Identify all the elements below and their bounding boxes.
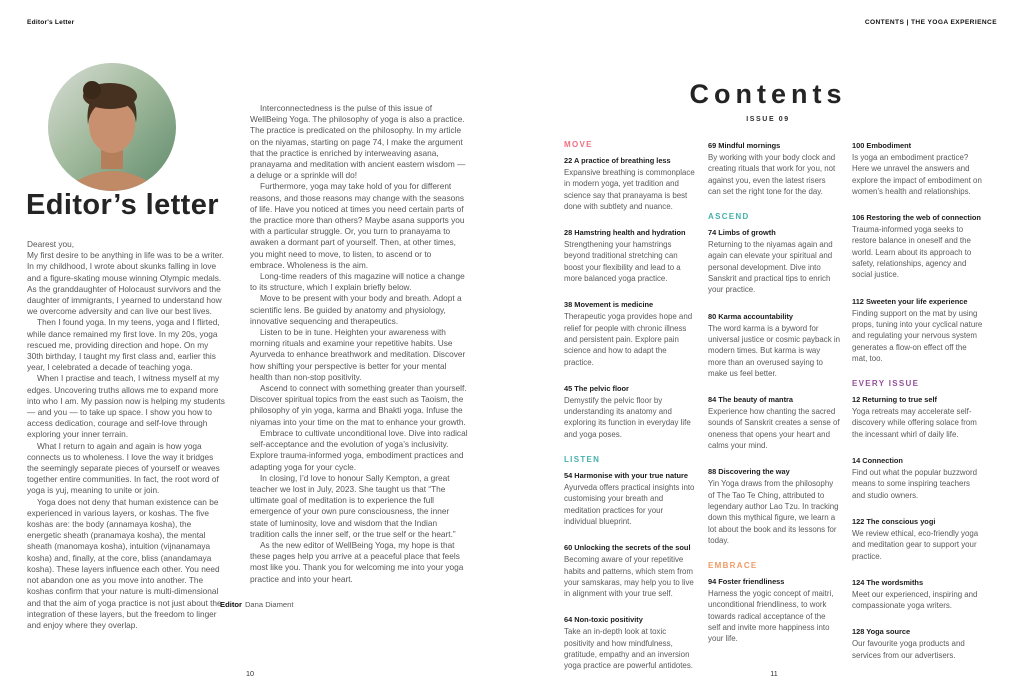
entry-title-text: Discovering the way [718,467,790,477]
section-heading: MOVE [564,140,593,149]
entry-page-number: 94 [708,577,719,587]
contents-column-2 [708,140,840,687]
letter-column-1 [27,239,225,631]
entry-title-text: Foster friendliness [718,577,785,587]
entry-description: Our favourite yoga products and services from our advertisers. [852,639,965,660]
entry-title-text: Limbs of growth [718,228,776,238]
contents-entry [708,227,840,295]
contents-entry [852,212,984,280]
contents-entry [564,470,696,527]
entry-page-number: 106 [852,213,867,223]
letter-paragraph: As the new editor of WellBeing Yoga, my hope is that these pages help you arrive at a peaceful place that feels most like you. Thank you for welcoming me into your yoga practice and into your heart. [250,539,464,584]
entry-title-text: Sweeten your life experience [865,296,968,306]
entry-title [564,542,696,553]
editor-portrait-photo [48,63,176,191]
entry-title-text: Yoga source [866,627,911,637]
letter-paragraph: Embrace to cultivate unconditional love. Dive into radical self-acceptance and the evolution of yoga’s inclusivity. Explore trauma-informed yoga, embodiment practices and adapting yoga for your cycle. [250,427,468,472]
contents-entry [708,140,840,197]
letter-paragraph: Interconnectedness is the pulse of this issue of WellBeing Yoga. The philosophy of yoga is also a practice. The practice is predicated on the philosophy. In my article on the niyamas, starting on page 74, I make the argument that the practice is enriched by interweaving asana, pranayama and meditation with ancient eastern wisdom — a deluge or a sprinkle will do! [250,103,466,181]
contents-entry [852,516,984,562]
contents-entry [852,296,984,364]
entry-page-number: 80 [708,311,719,321]
entry-title-text: Unlocking the secrets of the soul [574,543,691,553]
entry-title-text: Karma accountability [718,311,794,321]
entry-page-number: 88 [708,467,719,477]
entry-title [564,383,696,394]
contents-column-1 [564,140,696,687]
entry-page-number: 60 [564,543,575,553]
entry-title [852,394,984,405]
contents-entry [564,227,696,284]
page-title: Editor’s letter [26,189,219,221]
entry-description: Find out what the popular buzzword means to some inspiring teachers and studio owners. [852,468,978,500]
editors-letter-corner-label: Editor's Letter [27,19,75,26]
letter-paragraph: What I return to again and again is how yoga connects us to wholeness. I love the way it bridges the seemingly separate pieces of yourself or weaves together entire communities. In fact, the root word of yoga is yuj, meaning to unite or join. [27,440,220,496]
entry-title [708,140,840,151]
letter-paragraph: Move to be present with your body and breath. Adopt a scientific lens. Be guided by anatomy and physiology, innovative sequencing and therapeutics. [250,293,462,326]
entry-title-text: The wordsmiths [866,577,924,587]
entry-page-number: 22 [564,156,574,165]
letter-paragraph: Long-time readers of this magazine will notice a change to its structure, which I explain briefly below. [250,271,465,293]
entry-title [852,455,984,466]
entry-description: The word karma is a byword for universal justice or cosmic payback in modern times. But karma is way more than an overused saying to make us feel better. [708,323,841,378]
entry-page-number: 54 [564,471,575,481]
entry-description: Take an in-depth look at toxic positivity and how mindfulness, gratitude, empathy and an inversion yoga practice are powerful antidotes. [564,627,693,671]
entry-title [564,155,696,166]
entry-title [708,466,840,477]
entry-title-text: Embodiment [866,141,912,150]
entry-description: Trauma-informed yoga seeks to restore balance in oneself and the world. Learn about its approach to safety, relationships, agency and social justice. [852,225,972,280]
entry-page-number: 28 [564,228,575,238]
byline-label: Editor [220,600,242,609]
entry-page-number: 38 [564,300,575,310]
contents-entry [852,140,984,197]
entry-description: Meet our experienced, inspiring and compassionate yoga writers. [852,589,978,611]
contents-entry [708,394,840,451]
letter-paragraph: In closing, I’d love to honour Sally Kempton, a great teacher we lost in July, 2023. She taught us that “The ultimate goal of meditation is to experience the full emergence of your own pure consciousness, the inner state of luminosity, love and wisdom that the Indian tradition calls the inner self, or the true self or the heart.” [250,472,456,539]
contents-entry [852,577,984,612]
letter-paragraph: My first desire to be anything in life was to be a writer. In my childhood, I wrote about skunks falling in love and a figure-skating mouse winning Olympic medals. As the granddaughter of Holocaust survivors and the daughter of immigrants, I yearned to understand how we overcome adversity and can live our best lives. [27,250,224,317]
entry-title-text: Harmonise with your true nature [574,471,689,481]
entry-title [852,212,984,223]
contents-entry [852,455,984,501]
entry-title [564,470,696,481]
entry-page-number: 12 [852,395,863,405]
letter-paragraph: When I practise and teach, I witness myself at my edges. Uncovering truths allows me to expand more into who I am. My passion now is helping my students — and you — to take up space. I show you how to access dedication, courage and self-love through exploring your inner terrain. [27,373,225,440]
letter-paragraph: Ascend to connect with something greater than yourself. Discover spiritual topics from the east such as Taoism, the philosophy of yin yoga, karma and Bhakti yoga. Infuse the niyamas into your time on the mat to enhance your growth. [250,383,467,427]
contents-entry [564,155,696,212]
contents-entry [564,299,696,367]
entry-page-number: 45 [564,383,575,393]
contents-entry [708,466,840,546]
contents-column-3 [852,140,984,687]
entry-title [708,227,840,238]
contents-entry [852,626,984,661]
entry-page-number: 64 [564,615,575,625]
entry-description: Yin Yoga draws from the philosophy of The Tao Te Ching, attributed to legendary author Lao Tzu. In tracking down this mythical figure, we learn a lot about the book and its lessons for today. [708,479,839,545]
entry-title-text: A practice of breathing less [574,156,671,165]
contents-entry [708,311,840,379]
entry-title-text: Returning to true self [862,395,938,405]
entry-title-text: The beauty of mantra [718,395,794,405]
entry-title [852,626,984,637]
entry-description: Ayurveda offers practical insights into customising your breath and meditation practices for your individual blueprint. [564,483,695,526]
contents-entry [564,383,696,440]
entry-title-text: The pelvic floor [574,383,629,393]
editor-byline [220,600,293,609]
entry-description: We review ethical, eco-friendly yoga and meditation gear to support your practice. [852,528,979,561]
entry-description: Therapeutic yoga provides hope and relief for people with chronic illness and persistent pain. Explore pain science and how to adapt the practice. [564,312,693,367]
entry-description: By working with your body clock and creating rituals that work for you, not against you, even the latest risers can set the right tone for the day. [708,153,836,196]
entry-description: Demystify the pelvic floor by understanding its anatomy and exploring its function in everyday life and yoga poses. [564,395,691,439]
entry-title [852,140,984,151]
entry-description: Finding support on the mat by using props, tuning into your cyclical nature and regulating your nervous system generates a flow-on effect off the mat, too. [852,308,983,363]
letter-paragraph: Listen to be in tune. Heighten your awareness with morning rituals and examine your repetitive habits. Use Ayurveda to enhance breathwork and meditation. Discover how shifting your perspective is better for your mental health than non-stop positivity. [250,327,466,382]
entry-title-text: Restoring the web of connection [866,213,981,223]
section-heading: EMBRACE [708,561,758,571]
entry-title-text: Movement is medicine [574,300,654,310]
entry-page-number: 128 [852,627,867,637]
entry-description: Experience how chanting the sacred sounds of Sanskrit creates a sense of oneness that opens your heart and calms your mind. [708,407,840,451]
contents-entry [708,576,840,644]
entry-page-number: 84 [708,395,719,405]
entry-title-text: Connection [862,456,903,466]
page-number-right: 11 [770,669,778,678]
letter-paragraph: Dearest you, [27,239,75,249]
section-heading: ASCEND [708,212,750,222]
contents-columns [564,140,986,687]
entry-description: Expansive breathing is commonplace in modern yoga, yet tradition and science say that pranayama is best done with subtlety and nuance. [564,168,695,211]
contents-entry [564,542,696,599]
entry-page-number: 112 [852,296,866,306]
entry-title [852,516,984,527]
entry-page-number: 122 [852,516,867,526]
entry-description: Becoming aware of your repetitive habits and patterns, which stem from your samskaras, may help you to live in alignment with your true self. [564,555,694,599]
entry-title [852,577,984,588]
entry-title [708,394,840,405]
contents-entry [564,614,696,671]
contents-title: Contents [689,79,847,109]
letter-column-2 [250,103,468,585]
entry-title [708,311,840,322]
editor-portrait-illustration [48,63,176,191]
entry-page-number: 100 [852,141,867,150]
entry-title [564,614,696,625]
entry-title [564,227,696,238]
letter-paragraph: Furthermore, yoga may take hold of you for different reasons, and those reasons may change with the seasons of life. Have you noticed at times you need certain parts of the practice more than others? Maybe asana supports you with a particular struggle. Or, you turn to pranayama to awaken a dormant part of yourself. Then, at other times, you might need to move, to listen, to ascend or to embrace. Wholeness is the aim. [250,181,465,270]
entry-description: Returning to the niyamas again and again can elevate your spiritual and personal development. Dive into Sanskrit and practical tips to enrich your practice. [708,240,833,295]
entry-page-number: 14 [852,456,863,466]
entry-title-text: Non-toxic positivity [574,615,643,625]
entry-title [708,576,840,587]
entry-title-text: The conscious yogi [866,516,936,526]
section-heading: LISTEN [564,455,601,465]
entry-title [564,299,696,310]
page-number-left: 10 [246,669,254,678]
letter-paragraph: Yoga does not deny that human existence can be experienced in various layers, or koshas. The five koshas are: the body (annamaya kosha), the energetic sheath (pranamaya kosha), the mental sheath (manomaya kosha), intuition (vijnanamaya kosha) and, finally, at the core, bliss (anandamaya kosha). These layers influence each other. You need not abandon one as you move into another. The koshas confirm that your nature is multi-dimensional and that the aim of yoga practice is not just about the integration of these layers, but the freedom to linger and enjoy where they overlap. [27,496,222,630]
entry-page-number: 74 [708,228,719,238]
entry-page-number: 69 [708,141,719,150]
entry-title [852,296,984,307]
issue-number: ISSUE 09 [746,116,790,123]
section-heading: EVERY ISSUE [852,379,920,389]
byline-name: Dana Diament [244,600,294,609]
entry-description: Strengthening your hamstrings beyond traditional stretching can boost your flexibility and lead to a more balanced yoga practice. [564,240,681,284]
contents-corner-label: CONTENTS | THE YOGA EXPERIENCE [864,19,997,26]
entry-title-text: Hamstring health and hydration [574,228,686,238]
entry-description: Harness the yogic concept of maitri, unconditional friendliness, to work towards radical acceptance of the self and invite more happiness into your life. [708,589,834,644]
entry-description: Is yoga an embodiment practice? Here we unravel the answers and explore the impact of embodiment on women’s health and relationships. [852,153,982,196]
contents-entry [852,394,984,440]
entry-page-number: 124 [852,577,867,587]
letter-paragraph: Then I found yoga. In my teens, yoga and I flirted, while dance remained my first love. In my 20s, yoga rescued me, providing direction and hope. On my 30th birthday, I taught my first class and, earlier this year, I celebrated a decade of teaching yoga. [27,317,220,373]
entry-description: Yoga retreats may accelerate self-discovery while offering solace from the incessant whirl of daily life. [852,407,977,439]
entry-title-text: Mindful mornings [718,141,781,150]
